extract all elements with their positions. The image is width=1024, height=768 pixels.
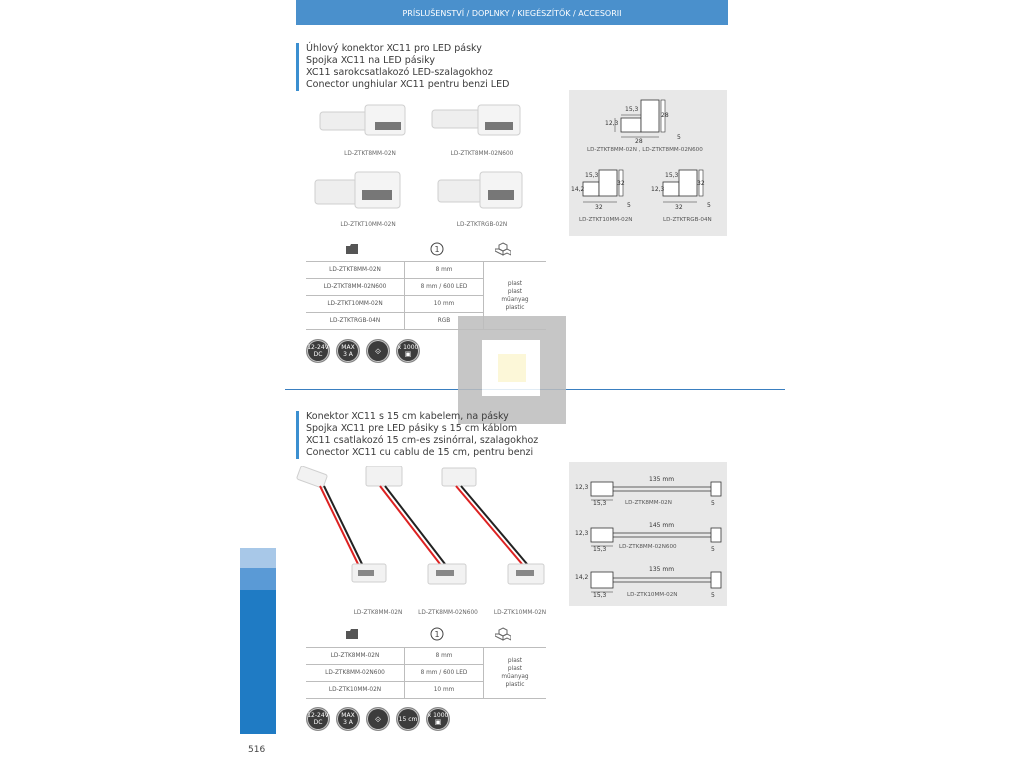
- section1-product-photos: [310, 100, 550, 230]
- dim-label: 12,3: [575, 530, 589, 537]
- current-icon: MAX 3 A: [336, 339, 360, 363]
- size-cell: 8 mm: [405, 648, 484, 665]
- section2-title-sk: Spojka XC11 pre LED pásiky s 15 cm káblom: [306, 423, 518, 434]
- section1-dimension-diagram: [569, 90, 727, 236]
- size-cell: 8 mm / 600 LED: [405, 279, 484, 296]
- diagram-caption: LD-ZTK8MM-02N600: [619, 544, 677, 550]
- dim-label: 5: [707, 202, 711, 209]
- folder-icon: [340, 628, 364, 643]
- dim-label: 15,3: [593, 592, 607, 599]
- side-tab-light: [240, 548, 276, 568]
- dim-label: 5: [711, 500, 715, 507]
- folder-icon: [340, 243, 364, 258]
- dim-label: 12,3: [575, 484, 589, 491]
- dim-label: 135 mm: [649, 566, 675, 573]
- section1-title-block: [296, 43, 509, 91]
- diagram-caption: LD-ZTK8MM-02N: [625, 500, 672, 506]
- dim-label: 28: [635, 138, 643, 145]
- watermark-logo: [458, 316, 566, 424]
- section2-badges: [306, 707, 450, 731]
- section2-title-ro: Conector XC11 cu cablu de 15 cm, pentru benzi: [306, 447, 534, 458]
- material-line: plastic: [505, 682, 525, 688]
- dim-label: 32: [617, 180, 625, 187]
- product-caption-4: LD-ZTKTRGB-02N: [456, 222, 508, 228]
- current-icon: MAX 3 A: [336, 707, 360, 731]
- model-cell: LD-ZTKTRGB-04N: [306, 313, 405, 330]
- model-cell: LD-ZTK8MM-02N: [306, 648, 405, 665]
- material-line: műanyag: [501, 296, 529, 303]
- table-row: [306, 262, 546, 279]
- dim-label: 12,3: [605, 120, 619, 127]
- dim-label: 14,2: [571, 186, 585, 193]
- voltage-icon: 12-24V DC: [306, 339, 330, 363]
- material-line: plastic: [505, 304, 525, 311]
- material-line: plast: [507, 280, 523, 287]
- model-cell: LD-ZTKT8MM-02N: [306, 262, 405, 279]
- model-cell: LD-ZTKT10MM-02N: [306, 296, 405, 313]
- dim-label: 145 mm: [649, 522, 675, 529]
- size-cell: 10 mm: [405, 682, 484, 699]
- product-photo-2: [432, 105, 520, 135]
- svg-text:1: 1: [434, 245, 440, 254]
- table-row: [306, 648, 546, 665]
- product-caption-3: LD-ZTKT10MM-02N: [340, 222, 396, 228]
- material-line: plast: [507, 666, 523, 672]
- diagram-caption: LD-ZTK10MM-02N: [627, 592, 678, 598]
- voltage-icon: 12-24V DC: [306, 707, 330, 731]
- model-cell: LD-ZTK8MM-02N600: [306, 665, 405, 682]
- section2-product-photos: [296, 466, 566, 606]
- section2-title-hu: XC11 csatlakozó 15 cm-es zsinórral, szalagokhoz: [306, 435, 539, 446]
- dim-label: 15,3: [593, 500, 607, 507]
- section1-title-hu: XC11 sarokcsatlakozó LED-szalagokhoz: [306, 67, 493, 78]
- size-cell: 8 mm: [405, 262, 484, 279]
- watermark-text: www.svetlamino.sk: [480, 424, 593, 435]
- section1-title-ro: Conector unghiular XC11 pentru benzi LED: [306, 79, 510, 90]
- section1-title-cz: Úhlový konektor XC11 pro LED pásky: [306, 43, 482, 54]
- product-caption-cable-3: LD-ZTK10MM-02N: [493, 610, 547, 616]
- model-cell: LD-ZTK10MM-02N: [306, 682, 405, 699]
- package-icon: x 1000 ▣: [426, 707, 450, 731]
- material-line: plast: [507, 658, 523, 664]
- material-line: műanyag: [501, 674, 529, 680]
- size-cell: RGB: [405, 313, 484, 330]
- dim-label: 14,2: [575, 574, 589, 581]
- dim-label: 12,3: [651, 186, 665, 193]
- package-icon: x 1000 ▣: [396, 339, 420, 363]
- dim-label: 15,3: [593, 546, 607, 553]
- side-tab-dark: [240, 590, 276, 734]
- page-number: 516: [248, 745, 266, 755]
- dim-label: 32: [595, 204, 603, 211]
- class-iii-icon: ⟐: [366, 707, 390, 731]
- info-circle-icon: [428, 242, 446, 259]
- section2-dimension-diagram: [569, 462, 727, 606]
- dim-label: 28: [661, 112, 669, 119]
- material-cubes-icon: [494, 627, 512, 644]
- model-cell: LD-ZTKT8MM-02N600: [306, 279, 405, 296]
- section2-spec-table: [306, 647, 546, 699]
- section1-badges: [306, 339, 420, 363]
- product-caption-2: LD-ZTKT8MM-02N600: [450, 151, 514, 157]
- cable-length-icon: 15 cm: [396, 707, 420, 731]
- product-caption-cable-2: LD-ZTK8MM-02N600: [418, 610, 478, 616]
- dim-label: 32: [697, 180, 705, 187]
- section2-title-block: [296, 411, 538, 459]
- dim-label: 32: [675, 204, 683, 211]
- dim-label: 5: [711, 546, 715, 553]
- size-cell: 10 mm: [405, 296, 484, 313]
- section1-title-sk: Spojka XC11 na LED pásiky: [306, 55, 435, 66]
- category-header: [296, 0, 728, 25]
- diagram-caption: LD-ZTKT10MM-02N: [579, 217, 633, 223]
- product-photo-3: [315, 172, 400, 208]
- class-iii-icon: ⟐: [366, 339, 390, 363]
- dim-label: 5: [677, 134, 681, 141]
- material-cell: [484, 648, 547, 699]
- side-tab-medium: [240, 568, 276, 590]
- dim-label: 15,3: [625, 106, 639, 113]
- category-header-text: PRÍSLUŠENSTVÍ / DOPLNKY / KIEGÉSZÍTŐK / ACCESORII: [402, 9, 622, 18]
- svg-text:1: 1: [434, 630, 440, 639]
- dim-label: 15,3: [665, 172, 679, 179]
- dim-label: 15,3: [585, 172, 599, 179]
- diagram-caption: LD-ZTKT8MM-02N , LD-ZTKT8MM-02N600: [587, 147, 703, 153]
- section2-title-cz: Konektor XC11 s 15 cm kabelem, na pásky: [306, 411, 509, 422]
- diagram-caption: LD-ZTKTRGB-04N: [663, 217, 712, 223]
- product-caption-cable-1: LD-ZTK8MM-02N: [353, 610, 403, 616]
- dim-label: 5: [627, 202, 631, 209]
- product-photo-1: [320, 105, 405, 135]
- product-photo-4: [438, 172, 522, 208]
- material-line: plast: [507, 288, 523, 295]
- product-caption-1: LD-ZTKT8MM-02N: [344, 151, 396, 157]
- dim-label: 5: [711, 592, 715, 599]
- material-cubes-icon: [494, 242, 512, 259]
- dim-label: 135 mm: [649, 476, 675, 483]
- size-cell: 8 mm / 600 LED: [405, 665, 484, 682]
- info-circle-icon: [428, 627, 446, 644]
